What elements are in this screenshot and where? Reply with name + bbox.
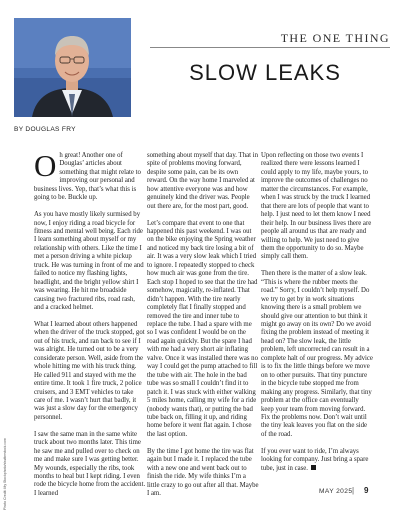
issue-date: MAY 2025 xyxy=(319,488,353,495)
header-divider xyxy=(150,47,390,48)
author-photo xyxy=(14,18,131,117)
page-number: 9 xyxy=(364,486,369,495)
drop-cap: O xyxy=(34,148,57,183)
photo-credit-text: Photo Credit: My Stockphoto/shutterstock.com xyxy=(3,438,7,510)
article-paragraph: As you have mostly likely surmised by now, I enjoy riding a road bicycle for fitness and mental well being. Each ride I learn something about myself or my relationship with others. Like the time I met a person driving a white pickup truck. He was turning in front of me and failed to notice my flashing lights, headlight, and the bright yellow shirt I was wearing. He hit me broadside causing two fractured ribs, road rash, and a cracked helmet. xyxy=(34,211,144,312)
article-paragraph: Then there is the matter of a slow leak. “This is where the rubber meets the road.” Sorry, I couldn’t help myself. Do we try to get by in work situations knowing there is a small problem we should give our attention to but think it might go away on its own? Do we avoid fixing the problem instead of meeting it head on? The slow leak, the little problem, left uncorrected can result in a complete halt of our progress. My advice is to fix the little things before we move on to other pursuits. That tiny puncture in the bicycle tube stopped me from making any progress. Similarly, that tiny problem at the office can eventually keep your team from moving forward. Fix the problems now. Don’t wait until the tiny leak leaves you flat on the side of the road. xyxy=(261,270,373,438)
article-paragraph: What I learned about others happened when the driver of the truck stopped, got out of his truck, and ran back to see if I was alright. He turned out to be a very considerate person. Well, aside from the whole hitting me with his truck thing. He called 911 and stayed with me the entire time. It took 1 fire truck, 2 police cruisers, and 3 EMT vehicles to take care of me. I wasn’t hurt that badly, it was just a slow day for the emergency personnel. xyxy=(34,320,145,421)
article-column-2 xyxy=(147,152,259,507)
article-header xyxy=(0,0,400,125)
article-paragraph: I saw the same man in the same white truck about two months later. This time he saw me and pulled over to check on me and make sure I was getting better. My wounds, especially the ribs, took months to heal but I kept riding. I even rode the bicycle home from the accident. I learned xyxy=(34,430,146,497)
article-column-1 xyxy=(34,148,146,507)
byline: BY DOUGLAS FRY xyxy=(14,126,76,133)
footer-separator: | xyxy=(352,486,355,495)
article-paragraph: Upon reflecting on those two events I realized there were lessons learned I could apply to my life, maybe yours, to improve the outcomes of challenges no matter the circumstances. For example, when I was struck by the truck I learned that there are lots of people that want to help. I just need to let them know I need their help. In our business lives there are people all around us that are ready and willing to help. We just need to give them the opportunity to do so. Maybe simply call them. xyxy=(261,152,372,261)
article-paragraph: By the time I got home the tire was flat again but I made it. I replaced the tube with a new one and went back out to finish the ride. My wife thinks I’m a little crazy to go out after all that. Maybe I am. xyxy=(147,447,259,497)
article-column-3 xyxy=(261,152,373,481)
article-paragraph: something about myself that day. That in spite of problems moving forward, despite some pain, can be its own reward. On the way home I marveled at how attentive everyone was and how genuinely kind the driver was. People out there are, for the most part, good. xyxy=(147,152,258,210)
photo-credit xyxy=(1,400,8,510)
article-title: SLOW LEAKS xyxy=(189,60,341,85)
section-title: THE ONE THING xyxy=(280,31,390,45)
author-portrait-image xyxy=(14,18,131,117)
end-of-article-mark xyxy=(311,465,316,470)
article-paragraph: If you ever want to ride, I’m always looking for company. Just bring a spare tube, just in case. xyxy=(261,447,369,472)
article-paragraph: Oh great! Another one of Douglas’ articles about something that might relate to improving our personal and business lives. Yep, that’s what this is going to be. Buckle up. xyxy=(34,148,141,202)
article-paragraph: Let’s compare that event to one that happened this past weekend. I was out on the bike enjoying the Spring weather and noticed my back tire losing a bit of air. It was a very slow leak which I tried to ignore. I repeatedly stopped to check how much air was gone from the tire. Each stop I hoped to see that the tire had somehow, magically, re-inflated. That didn’t happen. With the tire nearly completely flat I finally stopped and removed the tire and inner tube to replace the tube. I had a spare with me so I was confident I would be on the road again quickly. But the spare I had with me had a very short air inflating valve. Once it was installed there was no way I could get the pump attached to fill the tube with air. The hole in the bad tube was so small I couldn’t find it to patch it. I was stuck with either walking 5 miles home, calling my wife for a ride (nobody wants that), or putting the bad tube back on, filling it up, and riding home before it went flat again. I chose the last option. xyxy=(147,219,258,438)
